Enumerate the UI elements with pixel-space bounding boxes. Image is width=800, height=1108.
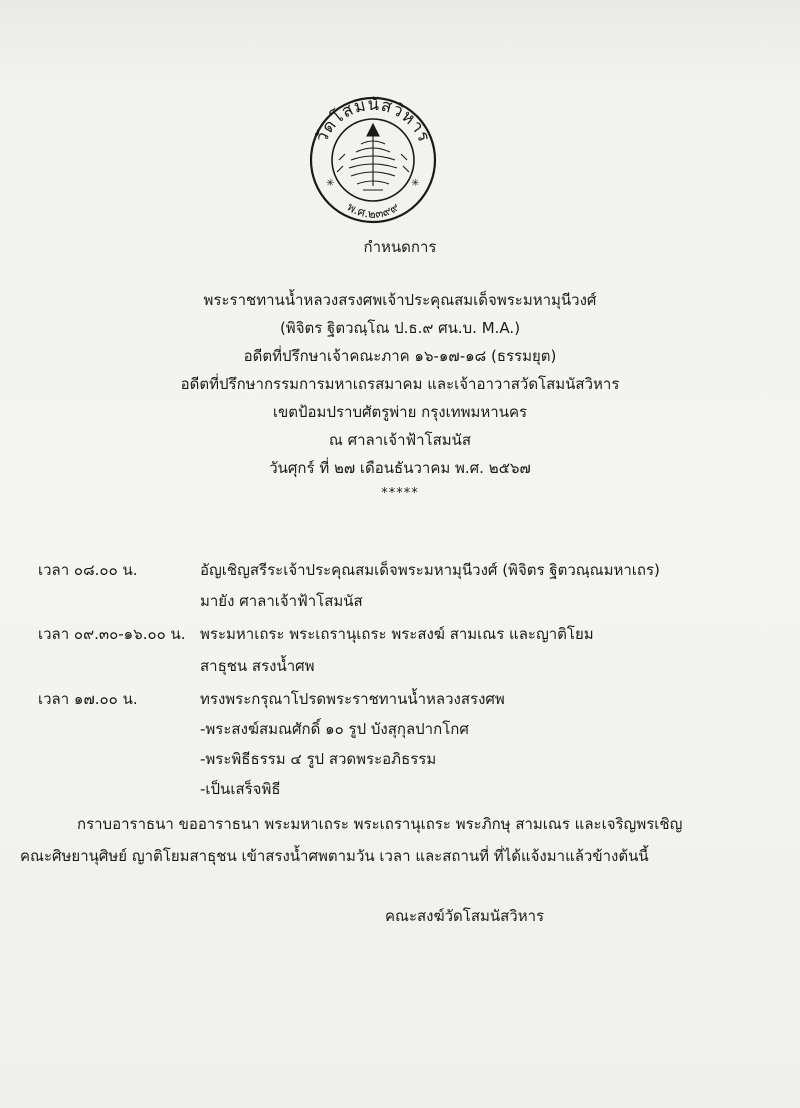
schedule-item-3-line-2: -พระสงฆ์สมณศักดิ์ ๑๐ รูป บังสุกุลปากโกศ: [200, 720, 469, 738]
header-line-7: วันศุกร์ ที่ ๒๗ เดือนธันวาคม พ.ศ. ๒๕๖๗: [269, 459, 531, 477]
temple-seal-logo: [301, 94, 446, 224]
svg-text:วัดโสมนัสวิหาร: วัดโสมนัสวิหาร: [311, 94, 435, 146]
header-line-5: เขตป้อมปราบศัตรูพ่าย กรุงเทพมหานคร: [272, 403, 528, 421]
svg-text:✳: ✳: [411, 178, 420, 189]
schedule-item-3-line-1: ทรงพระกรุณาโปรดพระราชทานน้ำหลวงสรงศพ: [200, 690, 505, 708]
schedule-item-2-line-2: สาธุชน สรงน้ำศพ: [200, 657, 315, 675]
schedule-item-3-line-4: -เป็นเสร็จพิธี: [200, 780, 281, 798]
schedule-time-2: เวลา ๐๙.๓๐-๑๖.๐๐ น.: [38, 625, 186, 643]
schedule-item-3-line-3: -พระพิธีธรรม ๔ รูป สวดพระอภิธรรม: [200, 750, 437, 768]
header-line-4: อดีตที่ปรึกษากรรมการมหาเถรสมาคม และเจ้าอาวาสวัดโสมนัสวิหาร: [180, 375, 620, 393]
header-line-2: (พิจิตร ฐิตวณฺโณ ป.ธ.๙ ศน.บ. M.A.): [279, 319, 521, 337]
header-line-3: อดีตที่ปรึกษาเจ้าคณะภาค ๑๖-๑๗-๑๘ (ธรรมยุต): [243, 347, 557, 365]
closing-line-2: คณะศิษยานุศิษย์ ญาติโยมสาธุชน เข้าสรงน้ำศพตามวัน เวลา และสถานที่ ที่ได้แจ้งมาแล้วข้างต้นนี้: [20, 847, 649, 865]
header-line-1: พระราชทานน้ำหลวงสรงศพเจ้าประคุณสมเด็จพระมหามุนีวงศ์: [203, 291, 597, 309]
signature: คณะสงฆ์วัดโสมนัสวิหาร: [385, 907, 545, 925]
schedule-item-1-line-1: อัญเชิญสรีระเจ้าประคุณสมเด็จพระมหามุนีวงศ์ (พิจิตร ฐิตวณฺณมหาเถร): [200, 561, 660, 579]
schedule-item-2-line-1: พระมหาเถระ พระเถรานุเถระ พระสงฆ์ สามเณร และญาติโยม: [200, 625, 594, 643]
page-title: กำหนดการ: [363, 238, 437, 256]
separator-stars: *****: [381, 486, 419, 501]
schedule-time-3: เวลา ๑๗.๐๐ น.: [38, 690, 138, 708]
closing-line-1: กราบอาราธนา ขออาราธนา พระมหาเถระ พระเถรานุเถระ พระภิกษุ สามเณร และเจริญพรเชิญ: [77, 815, 683, 833]
svg-text:พ.ศ.๒๓๙๙: พ.ศ.๒๓๙๙: [344, 199, 402, 221]
schedule-time-1: เวลา ๐๘.๐๐ น.: [38, 561, 138, 579]
header-line-6: ณ ศาลาเจ้าฟ้าโสมนัส: [328, 431, 472, 449]
schedule-item-1-line-2: มายัง ศาลาเจ้าฟ้าโสมนัส: [200, 592, 363, 610]
svg-text:✳: ✳: [326, 178, 335, 189]
